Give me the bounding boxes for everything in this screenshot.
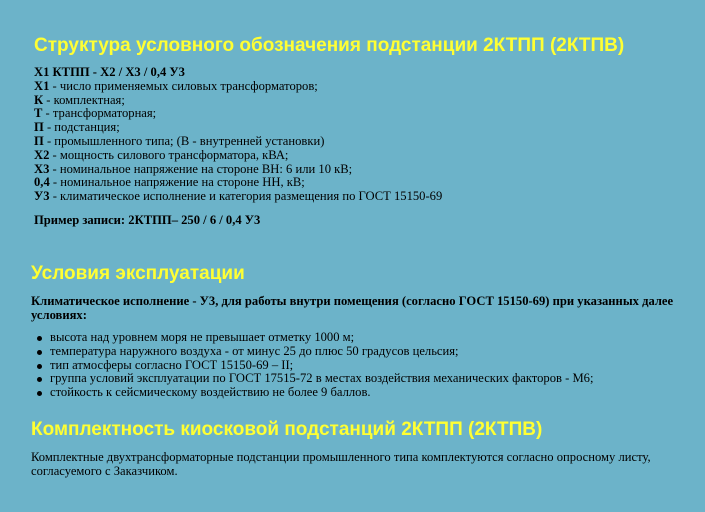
designation-item: К - комплектная;: [34, 92, 125, 107]
designation-item: П - подстанция;: [34, 120, 120, 135]
bullet-icon: [37, 364, 42, 369]
list-item: группа условий эксплуатации по ГОСТ 17515-72 в местах воздействия механических факторов - М6;: [31, 372, 593, 386]
bullet-icon: [37, 377, 42, 382]
climate-intro: Климатическое исполнение - У3, для работы внутри помещения (согласно ГОСТ 15150-69) при указанных далее условиях:: [31, 294, 674, 322]
structure-heading: Структура условного обозначения подстанции 2КТПП (2КТПВ): [34, 35, 625, 56]
list-item: тип атмосферы согласно ГОСТ 15150-69 – II;: [31, 359, 593, 373]
bullet-icon: [37, 350, 42, 355]
designation-item: П - промышленного типа; (В - внутренней установки): [34, 133, 325, 148]
bullet-icon: [37, 391, 42, 396]
designation-item: 0,4 - номинальное напряжение на стороне НН, кВ;: [34, 175, 305, 190]
completeness-heading: Комплектность киосковой подстанций 2КТПП (2КТПВ): [31, 419, 543, 440]
operating-conditions-heading: Условия эксплуатации: [31, 263, 245, 284]
designation-list: [34, 66, 442, 204]
example-record: Пример записи: 2КТПП– 250 / 6 / 0,4 У3: [34, 213, 261, 227]
list-item: высота над уровнем моря не превышает отметку 1000 м;: [31, 331, 593, 345]
completeness-text: Комплектные двухтрансформаторные подстанции промышленного типа комплектуются согласно опросному листу, согласуемого с Заказчиком.: [31, 450, 651, 478]
designation-item: Х1 - число применяемых силовых трансформаторов;: [34, 78, 318, 93]
designation-item: Х3 - номинальное напряжение на стороне ВН: 6 или 10 кВ;: [34, 161, 353, 176]
list-item: стойкость к сейсмическому воздействию не более 9 баллов.: [31, 386, 593, 400]
bullet-icon: [37, 336, 42, 341]
designation-item: Х2 - мощность силового трансформатора, кВА;: [34, 147, 289, 162]
designation-item: Т - трансформаторная;: [34, 106, 157, 121]
list-item: температура наружного воздуха - от минус 25 до плюс 50 градусов цельсия;: [31, 345, 593, 359]
designation-formula: Х1 КТПП - Х2 / Х3 / 0,4 У3: [34, 65, 185, 79]
conditions-list: [31, 331, 593, 400]
designation-item: У3 - климатическое исполнение и категория размещения по ГОСТ 15150-69: [34, 189, 443, 204]
